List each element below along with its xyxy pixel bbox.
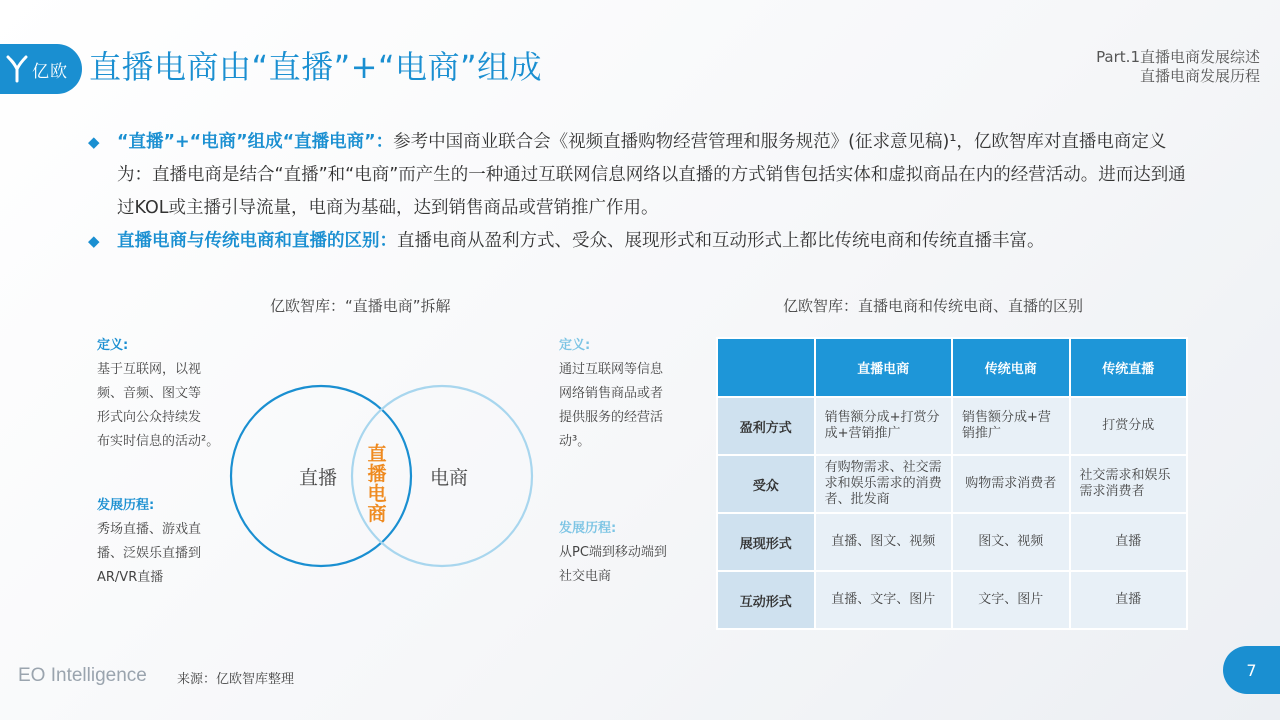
bullet-text: 参考中国商业联合会《视频直播购物经营管理和服务规范》(征求意见稿)¹，亿欧智库对直播电商定义为：直播电商是结合“直播”和“电商”而产生的一种通过互联网信息网络以直播的方式销售包括实体和虚拟商品在内的经营活动。进而达到通过KOL或主播引导流量，电商为基础，达到销售商品或营销推广作用。: [117, 132, 1186, 218]
ecommerce-circle-label: 电商: [429, 467, 469, 489]
yiou-logo-icon: [6, 55, 28, 83]
bullet-lead: “直播”+“电商”组成“直播电商”：: [117, 132, 394, 152]
bullet-list: [88, 126, 1198, 258]
table-row: [717, 455, 1187, 513]
definition-line: 频、音频、图文等: [97, 386, 202, 401]
table-header-cell: 传统直播: [1070, 338, 1187, 397]
table-header-cell: 传统电商: [952, 338, 1070, 397]
diamond-bullet-icon: ◆: [88, 232, 100, 250]
left-history: [97, 494, 201, 590]
definition-line: 形式向公众持续发: [97, 410, 202, 425]
table-cell: 打赏分成: [1070, 397, 1187, 455]
history-line: 播、泛娱乐直播到: [97, 546, 202, 561]
definition-line: 网络销售商品或者: [559, 386, 664, 401]
comparison-table: [716, 337, 1188, 630]
bullet-item: [88, 225, 1198, 258]
table-row: [717, 513, 1187, 571]
table-cell: 直播、文字、图片: [815, 571, 952, 629]
table-cell: 文字、图片: [952, 571, 1070, 629]
left-definition: [97, 334, 219, 454]
row-header: 展现形式: [717, 513, 815, 571]
definition-line: 提供服务的经营活: [559, 410, 664, 425]
logo: [0, 44, 82, 94]
subsection-label: 直播电商发展历程: [1139, 67, 1260, 85]
table-row: [717, 571, 1187, 629]
row-header: 受众: [717, 455, 815, 513]
table-row: [717, 397, 1187, 455]
overlap-char: 商: [367, 503, 387, 525]
history-label: 发展历程:: [559, 521, 617, 536]
page-number: 7: [1223, 646, 1280, 694]
bullet-item: [88, 126, 1198, 225]
table-cell: 购物需求消费者: [952, 455, 1070, 513]
table-cell: 有购物需求、社交需求和娱乐需求的消费者、批发商: [815, 455, 952, 513]
venn-section-title: 亿欧智库：“直播电商”拆解: [270, 297, 451, 315]
table-cell: 销售额分成+打赏分成+营销推广: [815, 397, 952, 455]
history-line: 从PC端到移动端到: [559, 545, 667, 560]
table-cell: 直播: [1070, 571, 1187, 629]
overlap-char: 电: [367, 483, 387, 505]
table-header-cell: 直播电商: [815, 338, 952, 397]
row-header: 互动形式: [717, 571, 815, 629]
history-label: 发展历程:: [97, 498, 155, 513]
table-cell: 直播、图文、视频: [815, 513, 952, 571]
part-label: Part.1直播电商发展综述: [1096, 48, 1260, 66]
history-line: AR/VR直播: [97, 570, 164, 585]
footer-source: 来源：亿欧智库整理: [177, 672, 295, 687]
live-circle-label: 直播: [298, 467, 338, 489]
venn-diagram: [222, 380, 542, 572]
table-cell: 销售额分成+营销推广: [952, 397, 1070, 455]
page-title: 直播电商由“直播”+“电商”组成: [89, 48, 543, 86]
bullet-text: 直播电商从盈利方式、受众、展现形式和互动形式上都比传统电商和传统直播丰富。: [397, 231, 1045, 251]
table-header-row: [717, 338, 1187, 397]
definition-line: 布实时信息的活动²。: [97, 434, 220, 449]
overlap-char: 直: [367, 443, 387, 465]
diamond-bullet-icon: ◆: [88, 133, 100, 151]
table-section-title: 亿欧智库：直播电商和传统电商、直播的区别: [783, 297, 1084, 315]
section-breadcrumb: [1096, 48, 1260, 86]
history-line: 社交电商: [559, 569, 612, 584]
bullet-lead: 直播电商与传统电商和直播的区别：: [117, 231, 397, 251]
definition-line: 动³。: [559, 434, 591, 449]
row-header: 盈利方式: [717, 397, 815, 455]
definition-label: 定义:: [97, 338, 129, 353]
table-cell: 图文、视频: [952, 513, 1070, 571]
definition-line: 通过互联网等信息: [559, 362, 664, 377]
definition-label: 定义:: [559, 338, 591, 353]
right-definition: [559, 334, 663, 454]
overlap-char: 播: [367, 463, 387, 485]
logo-text: 亿欧: [32, 61, 68, 82]
history-line: 秀场直播、游戏直: [97, 522, 202, 537]
definition-line: 基于互联网，以视: [97, 362, 202, 377]
table-header-cell: [717, 338, 815, 397]
table-cell: 直播: [1070, 513, 1187, 571]
right-history: [559, 517, 667, 589]
table-cell: 社交需求和娱乐需求消费者: [1070, 455, 1187, 513]
footer-brand: EO Intelligence: [18, 665, 147, 686]
